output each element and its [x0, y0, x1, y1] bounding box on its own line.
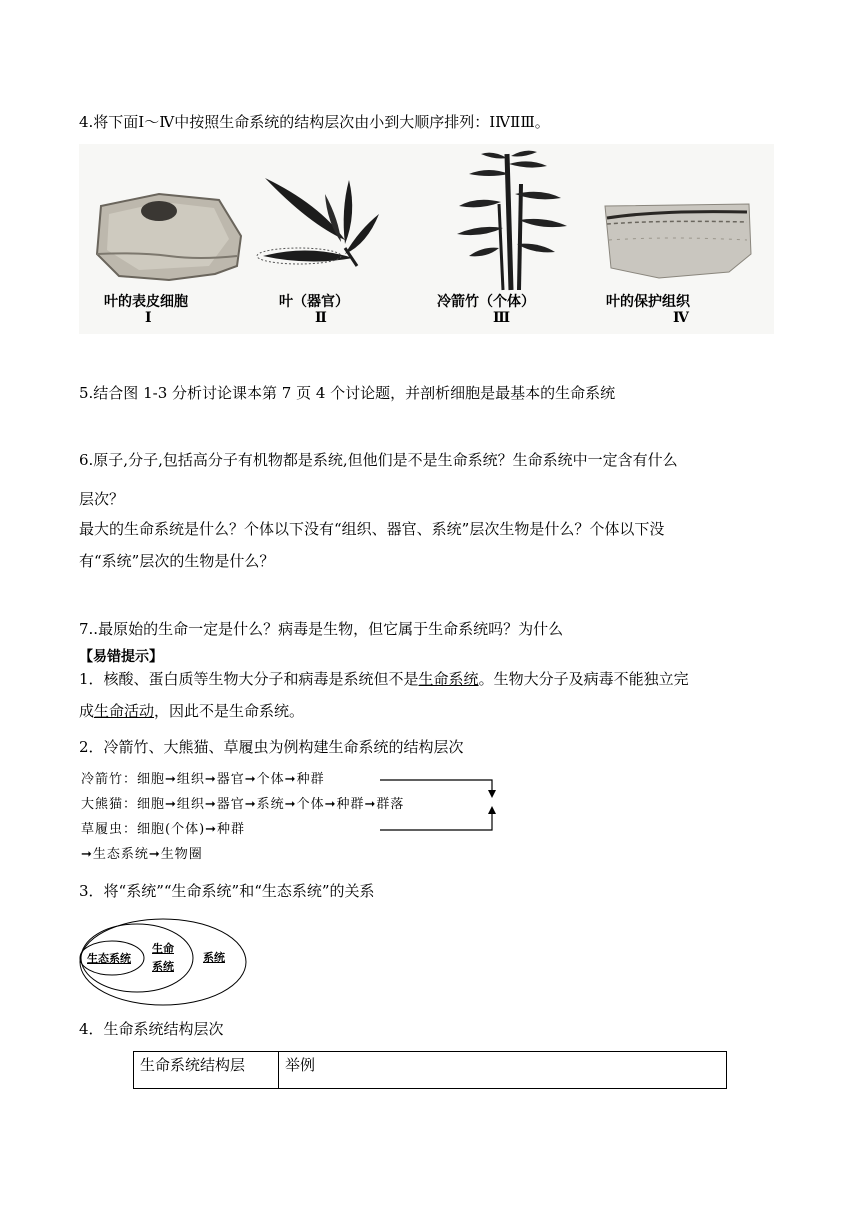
- tip-1-line-2: [79, 700, 304, 722]
- flow-connector-lines: [380, 776, 520, 836]
- table-header-example: 举例: [279, 1052, 727, 1089]
- figure-caption-1: 叶的表皮细胞: [104, 294, 188, 310]
- figure-caption-4: 叶的保护组织: [606, 294, 690, 310]
- table-row: [134, 1052, 727, 1089]
- venn-ecosystem-label: 生态系统: [87, 952, 131, 965]
- flow-row-paramecium: 草履虫：细胞(个体)➞种群: [81, 822, 246, 837]
- question-6-line-1: 6.原子,分子,包括高分子有机物都是系统,但他们是不是生命系统？生命系统中一定含有什么: [79, 451, 678, 469]
- tip-1-text-a: 1．核酸、蛋白质等生物大分子和病毒是系统但不是: [79, 670, 419, 688]
- flow-row-bamboo: 冷箭竹：细胞➞组织➞器官➞个体➞种群: [81, 772, 325, 787]
- flow-row-panda: 大熊猫：细胞➞组织➞器官➞系统➞个体➞种群➞群落: [81, 797, 405, 812]
- figure-caption-2: 叶（器官）: [279, 294, 349, 310]
- tip-3: 3．将“系统”“生命系统”和“生态系统”的关系: [79, 882, 375, 900]
- tip-4: 4．生命系统结构层次: [79, 1020, 224, 1038]
- structure-levels-table: [133, 1051, 727, 1089]
- venn-life-system-label-1: 生命: [152, 942, 174, 955]
- life-system-link[interactable]: 生命系统: [418, 670, 479, 688]
- question-6-line-3: 最大的生命系统是什么？个体以下没有“组织、器官、系统”层次生物是什么？个体以下没: [79, 520, 665, 538]
- question-5: 5.结合图 1-3 分析讨论课本第 7 页 4 个讨论题，并剖析细胞是最基本的生命系统: [79, 384, 616, 402]
- tips-heading: 【易错提示】: [79, 649, 163, 665]
- figure-numeral-4: Ⅳ: [673, 310, 689, 326]
- tip-1-text-d: ，因此不是生命系统。: [154, 702, 305, 720]
- tip-2: 2．冷箭竹、大熊猫、草履虫为例构建生命系统的结构层次: [79, 738, 464, 756]
- question-6-line-2: 层次？: [79, 490, 125, 508]
- question-6-line-4: 有“系统”层次的生物是什么？: [79, 552, 275, 570]
- system-venn-diagram: [79, 918, 247, 1006]
- venn-system-label: 系统: [203, 951, 225, 964]
- tip-1-text-b: 。生物大分子及病毒不能独立完: [478, 670, 689, 688]
- tip-1-line-1: [79, 668, 689, 690]
- tip-1-text-c: 成: [79, 702, 95, 720]
- figure-numeral-2: Ⅱ: [315, 310, 327, 326]
- venn-life-system-label-2: 系统: [152, 960, 174, 973]
- figure-numeral-3: Ⅲ: [493, 310, 511, 326]
- structure-levels-figure: [79, 144, 774, 334]
- life-activity-link[interactable]: 生命活动: [94, 702, 155, 720]
- table-header-level: 生命系统结构层: [134, 1052, 279, 1089]
- question-7: 7..最原始的生命一定是什么？病毒是生物，但它属于生命系统吗？为什么: [79, 620, 564, 638]
- figure-caption-3: 冷箭竹（个体）: [437, 294, 535, 310]
- figure-numeral-1: Ⅰ: [145, 310, 152, 326]
- question-4: 4.将下面Ⅰ～Ⅳ中按照生命系统的结构层次由小到大顺序排列：ⅠⅣⅡⅢ。: [79, 113, 550, 131]
- flow-row-ecosystem: ➞生态系统➞生物圈: [81, 847, 203, 862]
